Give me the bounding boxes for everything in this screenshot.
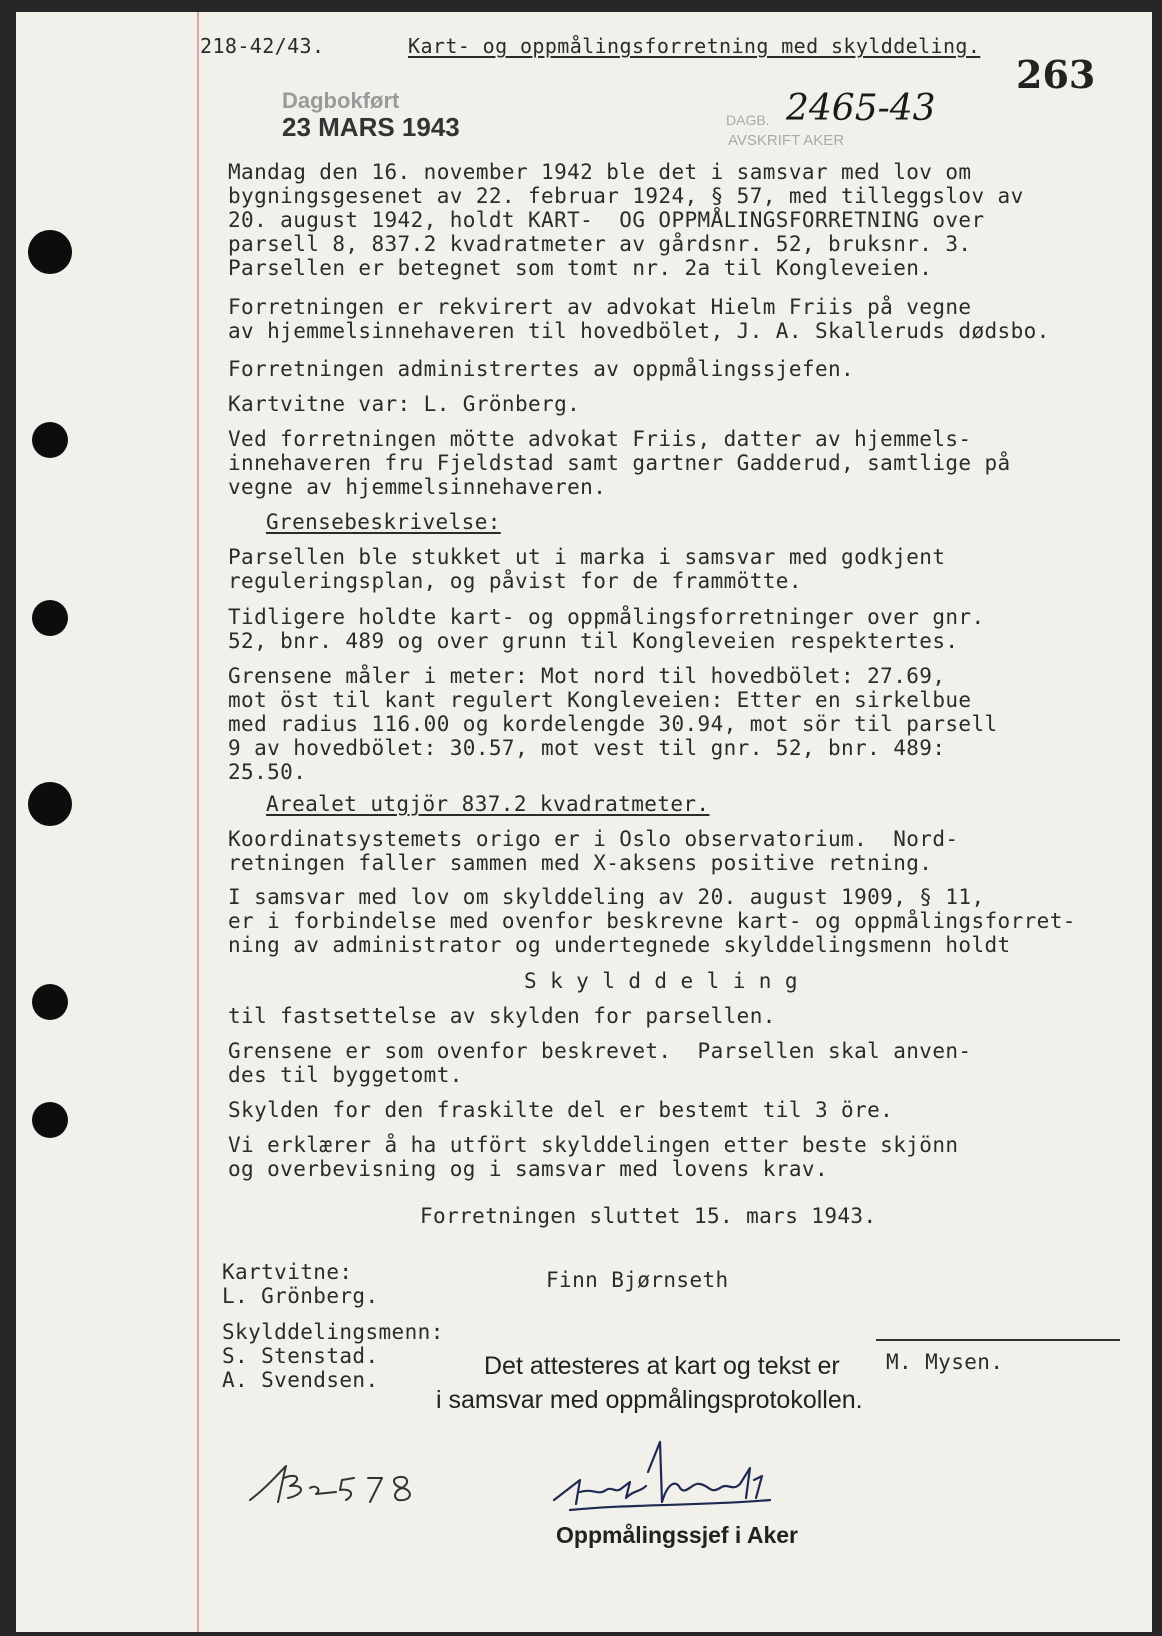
punch-hole [32, 422, 68, 458]
paragraph-administration: Forretningen administrertes av oppmålingssjefen. [228, 357, 855, 381]
witness-block: Kartvitne: L. Grönberg. [222, 1260, 379, 1308]
attest-stamp-title: Oppmålingssjef i Aker [556, 1522, 798, 1548]
punch-hole [28, 230, 72, 274]
paragraph-coordinates: Koordinatsystemets origo er i Oslo observatorium. Nord- retningen faller sammen med X-aksens positive retning. [228, 827, 959, 875]
document-page [16, 12, 1152, 1632]
paragraph-requisition: Forretningen er rekvirert av advokat Hielm Friis på vegne av hjemmelsinnehaveren til hovedbölet, J. A. Skalleruds dødsbo. [228, 295, 1050, 343]
skylddelingsmenn-block: Skylddelingsmenn: S. Stenstad. A. Svendsen. [222, 1320, 444, 1392]
paragraph-witness: Kartvitne var: L. Grönberg. [228, 392, 581, 416]
heading-skylddeling: S k y l d d e l i n g [524, 969, 798, 993]
paragraph-staking: Parsellen ble stukket ut i marka i samsvar med godkjent reguleringsplan, og påvist for de frammötte. [228, 545, 946, 593]
paragraph-earlier: Tidligere holdte kart- og oppmålingsforretninger over gnr. 52, bnr. 489 og over grunn til Kongleveien respektertes. [228, 605, 985, 653]
attest-signature [550, 1432, 790, 1522]
punch-hole [28, 782, 72, 826]
paragraph-attendees: Ved forretningen mötte advokat Friis, datter av hjemmels- innehaveren fru Fjeldstad samt gartner Gadderud, samtlige på vegne av hjemmelsinnehaveren. [228, 427, 1011, 499]
attest-stamp-line2: i samsvar med oppmålingsprotokollen. [436, 1386, 863, 1414]
document-title: Kart- og oppmålingsforretning med skylddeling. [408, 34, 981, 58]
paragraph-use: Grensene er som ovenfor beskrevet. Parsellen skal anven- des til byggetomt. [228, 1039, 972, 1087]
paragraph-intro: Mandag den 16. november 1942 ble det i samsvar med lov om bygningsgesenet av 22. februar 1924, § 57, med tilleggslov av 20. august 1942, holdt KART- OG OPPMÅLINGSFORRETNING over parsell 8, 837.2 kvadratmeter av gårdsnr. 52, bruksnr. 3. Parsellen er betegnet som tomt nr. 2a til Kongleveien. [228, 160, 1024, 280]
page-number: 263 [1016, 52, 1096, 97]
punch-hole [32, 1102, 68, 1138]
avskrift-number: 2465-43 [786, 88, 936, 129]
dagbok-stamp-label: Dagbokført [282, 88, 400, 113]
paragraph-skyld: Skylden for den fraskilte del er bestemt til 3 öre. [228, 1098, 894, 1122]
punch-hole [32, 600, 68, 636]
attest-stamp-line1: Det attesteres at kart og tekst er [484, 1352, 840, 1380]
signature-line [876, 1339, 1120, 1341]
signer-mysen: M. Mysen. [886, 1350, 1004, 1374]
paragraph-purpose: til fastsettelse av skylden for parsellen. [228, 1004, 776, 1028]
avskrift-stamp-label: DAGB. [726, 112, 770, 128]
paragraph-boundaries: Grensene måler i meter: Mot nord til hovedbölet: 27.69, mot öst til kant regulert Kongleveien: Etter en sirkelbue med radius 116.00 og kordelengde 30.94, mot sör til parsell 9 av hovedbölet: 30.57, mot vest til gnr. 52, bnr. 489: 25.50. [228, 664, 998, 784]
handwritten-note [246, 1458, 446, 1508]
closing-line: Forretningen sluttet 15. mars 1943. [420, 1204, 877, 1228]
margin-line [197, 12, 199, 1632]
paragraph-law: I samsvar med lov om skylddeling av 20. august 1909, § 11, er i forbindelse med ovenfor beskrevne kart- og oppmålingsforret- ning av administrator og undertegnede skylddelingsmenn holdt [228, 885, 1076, 957]
heading-grensebeskrivelse: Grensebeskrivelse: [266, 510, 501, 534]
dagbok-stamp-date: 23 MARS 1943 [282, 112, 460, 142]
avskrift-stamp-office: AVSKRIFT AKER [728, 132, 845, 149]
punch-hole [32, 984, 68, 1020]
heading-area: Arealet utgjör 837.2 kvadratmeter. [266, 792, 710, 816]
file-reference: 218-42/43. [200, 34, 325, 58]
paragraph-declaration: Vi erklærer å ha utfört skylddelingen etter beste skjönn og overbevisning og i samsvar med lovens krav. [228, 1133, 959, 1181]
signer-name: Finn Bjørnseth [546, 1268, 729, 1292]
